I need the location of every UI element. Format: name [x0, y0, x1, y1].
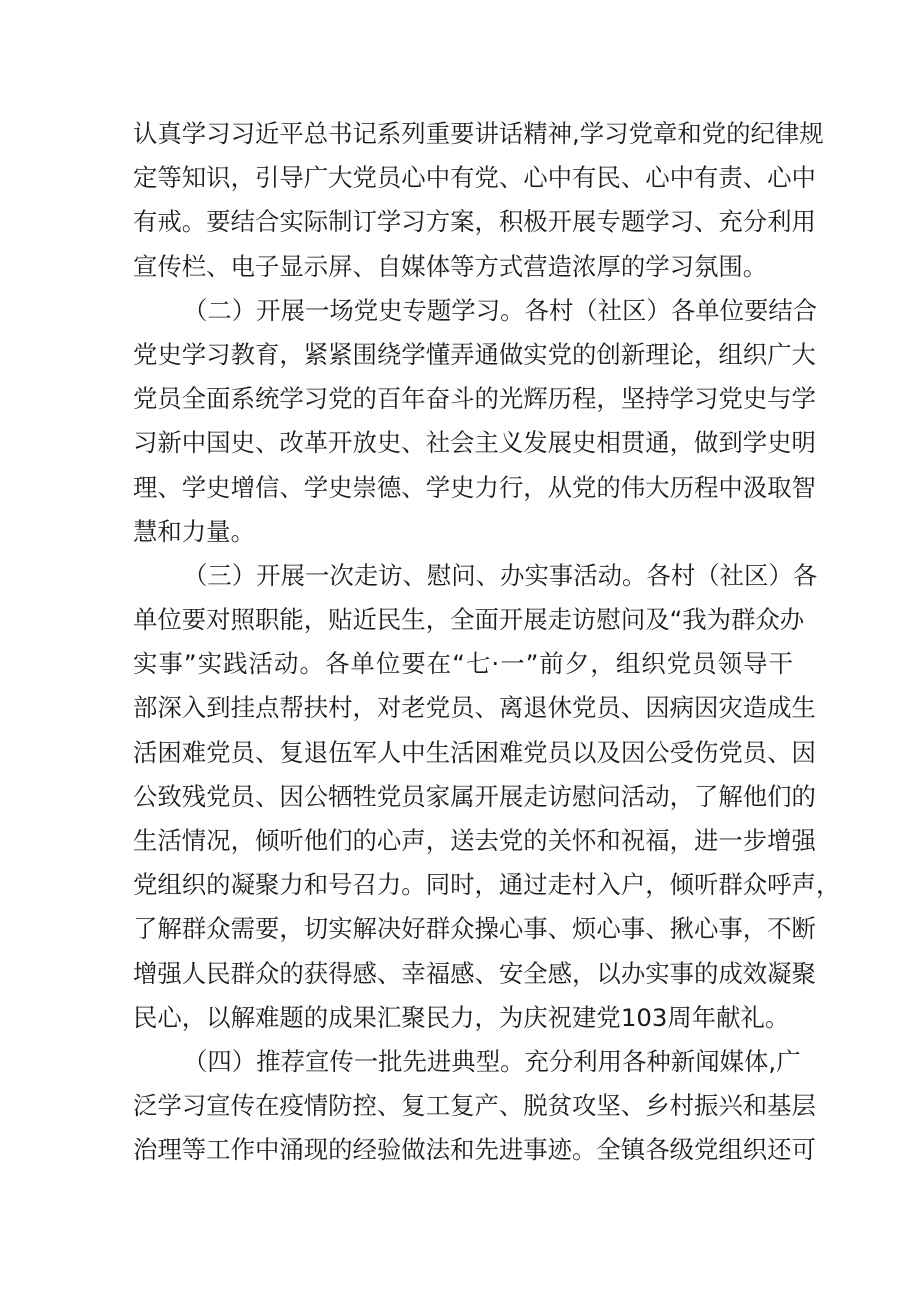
document-body [133, 112, 841, 1173]
text-line: 有戒。要结合实际制订学习方案，积极开展专题学习、充分利用 [133, 207, 816, 237]
text-line: 民心，以解难题的成果汇聚民力，为庆祝建党103周年献礼。 [133, 1002, 790, 1032]
text-line: 实事”实践活动。各单位要在“七·一”前夕，组织党员领导干 [133, 649, 793, 679]
text-line: 习新中国史、改革开放史、社会主义发展史相贯通，做到学史明 [133, 428, 816, 458]
text-line: 单位要对照职能，贴近民生，全面开展走访慰问及“我为群众办 [133, 605, 805, 635]
paragraph [133, 1040, 816, 1173]
text-line: 了解群众需要，切实解决好群众操心事、烦心事、揪心事，不断 [133, 914, 816, 944]
text-line: （三）开展一次走访、慰问、办实事活动。各村（社区）各 [183, 560, 818, 590]
text-line: 党史学习教育，紧紧围绕学懂弄通做实党的创新理论，组织广大 [133, 339, 816, 369]
paragraph [133, 289, 818, 554]
text-line: 部深入到挂点帮扶村，对老党员、离退休党员、因病因灾造成生 [133, 693, 816, 723]
text-line: 活困难党员、复退伍军人中生活困难党员以及因公受伤党员、因 [133, 737, 816, 767]
text-line: 宣传栏、电子显示屏、自媒体等方式营造浓厚的学习氛围。 [133, 251, 768, 281]
paragraph [133, 554, 841, 1040]
text-line: 增强人民群众的获得感、幸福感、安全感，以办实事的成效凝聚 [133, 958, 816, 988]
text-line: （二）开展一场党史专题学习。各村（社区）各单位要结合 [183, 295, 818, 325]
text-line: 党员全面系统学习党的百年奋斗的光辉历程，坚持学习党史与学 [133, 384, 816, 414]
text-line: 党组织的凝聚力和号召力。同时，通过走村入户，倾听群众呼声， [133, 870, 841, 900]
text-line: 治理等工作中涌现的经验做法和先进事迹。全镇各级党组织还可 [133, 1135, 816, 1165]
text-line: （四）推荐宣传一批先进典型。充分利用各种新闻媒体,广 [183, 1046, 801, 1076]
paragraph [133, 112, 824, 289]
text-line: 理、学史增信、学史崇德、学史力行，从党的伟大历程中汲取智 [133, 472, 816, 502]
text-line: 泛学习宣传在疫情防控、复工复产、脱贫攻坚、乡村振兴和基层 [133, 1091, 816, 1121]
text-line: 定等知识，引导广大党员心中有党、心中有民、心中有责、心中 [133, 163, 816, 193]
text-line: 慧和力量。 [133, 516, 255, 546]
text-line: 生活情况，倾听他们的心声，送去党的关怀和祝福，进一步增强 [133, 826, 816, 855]
text-line: 公致残党员、因公牺牲党员家属开展走访慰问活动，了解他们的 [133, 781, 816, 811]
text-line: 认真学习习近平总书记系列重要讲话精神,学习党章和党的纪律规 [133, 119, 824, 148]
